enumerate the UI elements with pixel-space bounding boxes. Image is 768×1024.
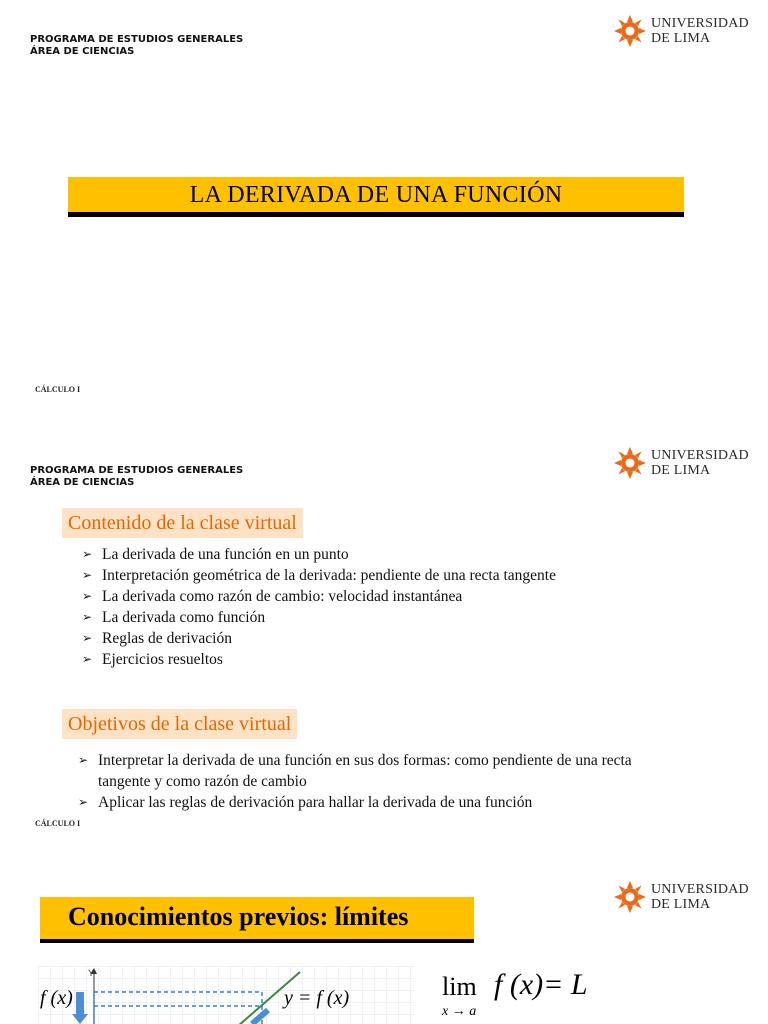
limit-lim: lim — [442, 972, 477, 1001]
university-logo — [613, 446, 763, 482]
list-item: ➢ Interpretar la derivada de una función en sus dos formas: como pendiente de una recta tangente y como razón de cambio — [78, 752, 632, 790]
list-item: ➢ La derivada de una función en un punto — [82, 546, 349, 563]
list-item: ➢ Ejercicios resueltos — [82, 651, 223, 668]
section-title: Conocimientos previos: límites — [68, 902, 409, 931]
list-item: ➢ Interpretación geométrica de la derivada: pendiente de una recta tangente — [82, 567, 556, 584]
program-header-line1: PROGRAMA DE ESTUDIOS GENERALES — [30, 465, 244, 476]
logo-line2: DE LIMA — [651, 31, 711, 46]
limit-formula — [442, 968, 612, 1024]
list-item: ➢ Aplicar las reglas de derivación para hallar la derivada de una función — [78, 794, 533, 811]
slide-title: LA DERIVADA DE UNA FUNCIÓN — [189, 182, 563, 208]
sun-star-icon — [613, 880, 647, 914]
course-footer: CÁLCULO I — [35, 819, 81, 828]
logo-line2: DE LIMA — [651, 463, 711, 478]
list-item: ➢ Reglas de derivación — [82, 630, 232, 647]
arrow-bullet-icon: ➢ — [78, 795, 89, 809]
university-logo — [613, 880, 763, 916]
contenido-list — [78, 544, 638, 670]
limit-subscript: x → a — [442, 1004, 477, 1019]
limit-graph — [38, 966, 414, 1024]
list-item: ➢ La derivada como función — [82, 609, 266, 626]
slide-3 — [0, 850, 768, 1024]
contenido-section-title: Contenido de la clase virtual — [62, 508, 303, 538]
program-header — [30, 34, 243, 58]
y-axis-label: Y — [88, 968, 95, 978]
course-footer: CÁLCULO I — [35, 385, 81, 394]
program-header-line1: PROGRAMA DE ESTUDIOS GENERALES — [30, 34, 244, 45]
arrow-bullet-icon: ➢ — [82, 568, 93, 582]
arrow-bullet-icon: ➢ — [78, 753, 89, 767]
program-header-line2: ÁREA DE CIENCIAS — [30, 46, 135, 57]
objetivos-list — [74, 750, 684, 813]
limit-graph-svg — [38, 966, 414, 1024]
arrow-bullet-icon: ➢ — [82, 610, 93, 624]
slide-1 — [0, 0, 768, 425]
title-banner — [68, 177, 684, 217]
fx-label: f (x) — [40, 987, 73, 1009]
program-header-line2: ÁREA DE CIENCIAS — [30, 477, 135, 488]
sun-star-icon — [613, 446, 647, 480]
section-banner — [40, 897, 474, 943]
list-item: ➢ La derivada como razón de cambio: velocidad instantánea — [82, 588, 463, 605]
sun-star-icon — [613, 14, 647, 48]
limit-expression: f (x)= L — [494, 968, 588, 1001]
arrow-bullet-icon: ➢ — [82, 652, 93, 666]
logo-line1: UNIVERSIDAD — [651, 882, 749, 897]
down-arrow-icon — [76, 992, 84, 1014]
arrow-bullet-icon: ➢ — [82, 547, 93, 561]
objetivos-section-title: Objetivos de la clase virtual — [62, 709, 297, 739]
arrow-bullet-icon: ➢ — [82, 589, 93, 603]
curve-label: y = f (x) — [284, 987, 350, 1009]
slide-2 — [0, 425, 768, 850]
program-header — [30, 465, 243, 489]
arrow-bullet-icon: ➢ — [82, 631, 93, 645]
logo-line1: UNIVERSIDAD — [651, 16, 749, 31]
logo-line2: DE LIMA — [651, 897, 711, 912]
university-logo — [613, 14, 763, 50]
logo-line1: UNIVERSIDAD — [651, 448, 749, 463]
